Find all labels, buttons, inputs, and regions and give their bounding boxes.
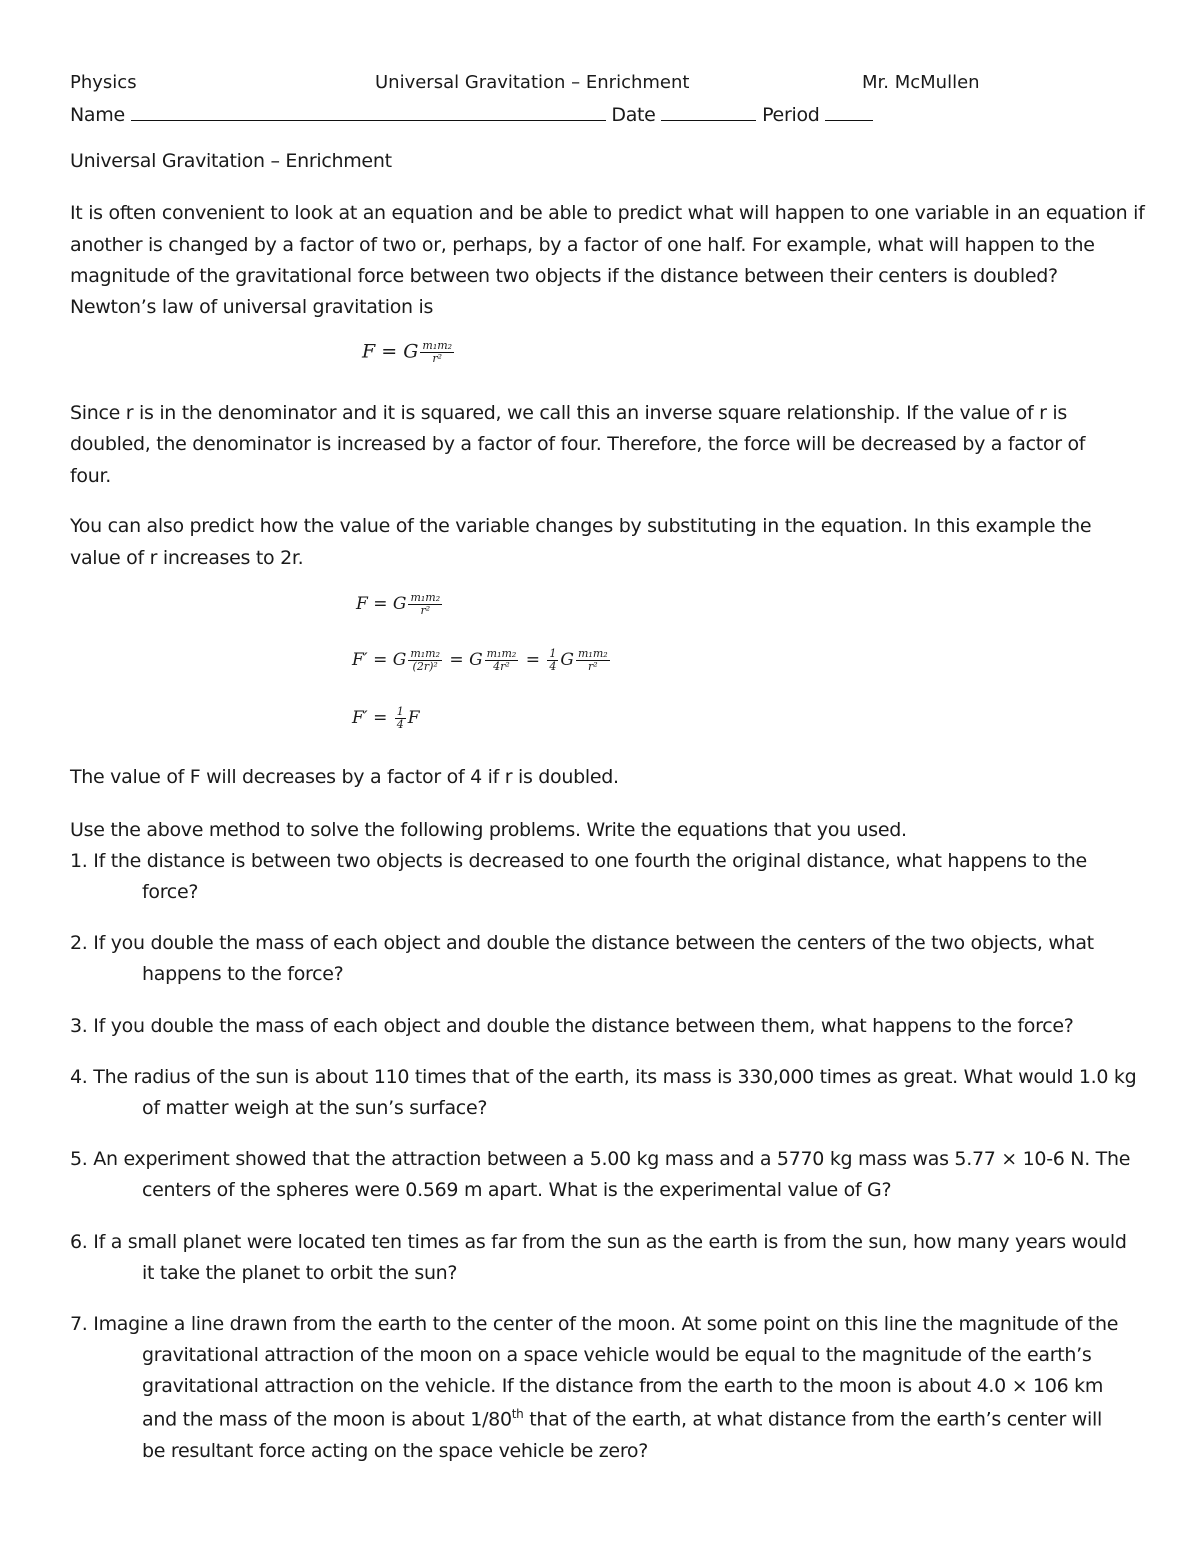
instructions-text: Use the above method to solve the following problems. Write the equations that you used.	[70, 819, 907, 841]
inverse-line-3: four.	[70, 465, 111, 487]
problem-7-line-5: be resultant force acting on the space vehicle be zero?	[142, 1440, 649, 1462]
subject-label: Physics	[70, 72, 137, 93]
period-label: Period	[762, 104, 820, 126]
problem-7-line-2: gravitational attraction of the moon on a space vehicle would be equal to the magnitude of the earth’s	[142, 1344, 1092, 1366]
inverse-line-2: doubled, the denominator is increased by a factor of four. Therefore, the force will be decreased by a factor of	[70, 433, 1086, 455]
problem-7-line-1: 7. Imagine a line drawn from the earth to the center of the moon. At some point on this line the magnitude of the	[70, 1313, 1119, 1335]
teacher-label: Mr. McMullen	[862, 72, 980, 93]
problem-5-line-2: centers of the spheres were 0.569 m apart. What is the experimental value of G?	[142, 1179, 892, 1201]
problem-4-line-2: of matter weigh at the sun’s surface?	[142, 1097, 488, 1119]
newton-law-equation: F = G $\frac{\text{m₁m₂}}{\text{r²}}$	[362, 339, 453, 365]
problem-2-line-2: happens to the force?	[142, 963, 344, 985]
problem-1-line-2: force?	[142, 881, 199, 903]
intro-line-3: magnitude of the gravitational force between two objects if the distance between their centers is doubled?	[70, 265, 1058, 287]
problem-2-line-1: 2. If you double the mass of each object and double the distance between the centers of the two objects, what	[70, 932, 1094, 954]
date-label: Date	[611, 104, 656, 126]
problem-7-line-3: gravitational attraction on the vehicle. If the distance from the earth to the moon is about 4.0 × 106 km	[142, 1375, 1104, 1397]
period-field[interactable]	[825, 100, 873, 121]
conclusion-text: The value of F will decreases by a factor of 4 if r is doubled.	[70, 766, 619, 788]
name-field[interactable]	[131, 100, 606, 121]
intro-line-1: It is often convenient to look at an equation and be able to predict what will happen to one variable in an equation if	[70, 202, 1145, 224]
problem-7-line-4: and the mass of the moon is about 1/80th that of the earth, at what distance from the earth’s center will	[142, 1407, 1102, 1431]
document-title: Universal Gravitation – Enrichment	[70, 150, 392, 172]
intro-line-2: another is changed by a factor of two or, perhaps, by a factor of one half. For example, what will happen to the	[70, 234, 1095, 256]
problem-5-line-1: 5. An experiment showed that the attraction between a 5.00 kg mass and a 5770 kg mass was 5.77 × 10-6 N. The	[70, 1148, 1131, 1170]
problem-1-line-1: 1. If the distance is between two objects is decreased to one fourth the original distance, what happens to the	[70, 850, 1087, 872]
problem-4-line-1: 4. The radius of the sun is about 110 times that of the earth, its mass is 330,000 times as great. What would 1.0 kg	[70, 1066, 1137, 1088]
derivation-equation-1: F = G $\frac{\text{m₁m₂}}{\text{r²}}$	[356, 591, 441, 617]
problem-6-line-2: it take the planet to orbit the sun?	[142, 1262, 458, 1284]
predict-line-2: value of r increases to 2r.	[70, 547, 304, 569]
intro-line-4: Newton’s law of universal gravitation is	[70, 296, 434, 318]
predict-line-1: You can also predict how the value of the variable changes by substituting in the equation. In this example the	[70, 515, 1092, 537]
problem-6-line-1: 6. If a small planet were located ten times as far from the sun as the earth is from the sun, how many years would	[70, 1231, 1127, 1253]
derivation-equation-3: F′ = $\frac{1}{4}$ F	[352, 705, 420, 731]
derivation-equation-2: F′ = G $\frac{\text{m₁m₂}}{\text{(2r)²}}$ = G $\frac{\text{m₁m₂}}{\text{4r²}}$ = $\frac{1}{4}$ G $\frac{\text{m₁m₂}}{\text{r²}}$	[352, 647, 608, 673]
header-title: Universal Gravitation – Enrichment	[375, 72, 690, 93]
name-label: Name	[70, 104, 125, 126]
inverse-line-1: Since r is in the denominator and it is squared, we call this an inverse square relationship. If the value of r is	[70, 402, 1067, 424]
name-date-period-row	[70, 100, 873, 126]
date-field[interactable]	[661, 100, 756, 121]
problem-3-line-1: 3. If you double the mass of each object and double the distance between them, what happens to the force?	[70, 1015, 1074, 1037]
